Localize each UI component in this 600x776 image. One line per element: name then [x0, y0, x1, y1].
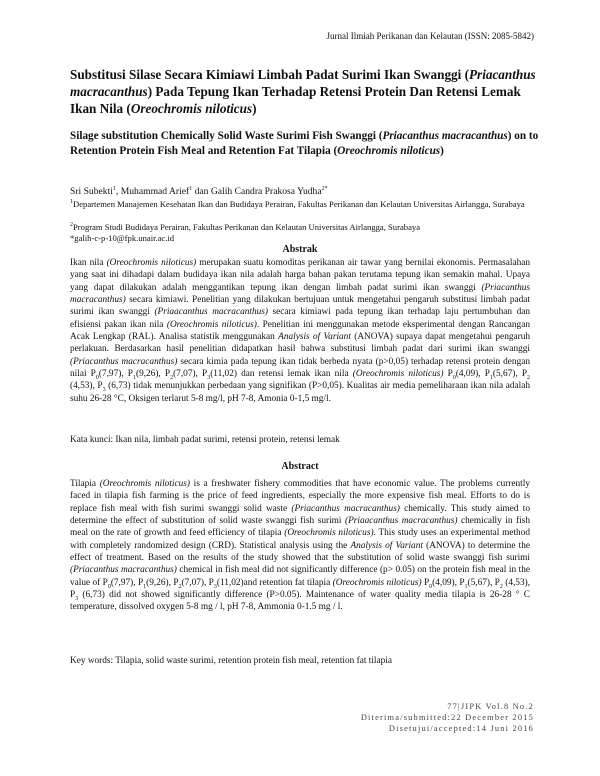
abstract-body: Tilapia (Oreochromis niloticus) is a freshwater fishery commodities that have economic value. The problems currently faced in tilapia fish farming is the price of feed ingredients, especially the more expensive fish meal. Efforts to do is replace fish meal with fish surimi swanggi solid waste (Priacanthus macracanthus) chemically. This study aimed to determine the effect of substitution of solid waste swanggi fish surimi (Priaacanthus macracanthus) chemically in fish meal on the rate of growth and feed efficiency of tilapia (Oreochromis niloticus). This study uses an experimental method with completely randomized design (CRD). Statistical analysis using the Analysis of Variant (ANOVA) to determine the effect of treatment. Based on the results of the study showed that the substitution of solid waste swanggi fish surimi (Priacanthus macracanthus) chemical in fish meal did not significantly difference (p> 0.05) on the protein fish meal in the value of $P_0(7,97)$, $P_1(9,26)$, $P_2(7,07)$, $P_3(11,02)and$ retention fat tilapia (Oreochromis niloticus) $P_0(4,09)$, $P_1(5,67)$, $P_2$ (4,53), $P_3$ (6,73) did not showed significantly difference (P>0.05). Maintenance of water quality media tilapia is 26-28 ° C temperature, dissolved oxygen 5-8 mg / l, pH 7-8, Ammonia 0-1.5 mg / l.	[70, 479, 531, 613]
abstrak-body: Ikan nila (Oreochromis niloticus) merupakan suatu komoditas perikanan air tawar yang bernilai ekonomis. Permasalahan yang saat ini dihadapi dalam budidaya ikan nila adalah harga bahan pakan terutama tepung ikan semakin mahal. Upaya yang dapat dilakukan adalah menggantikan tepung ikan dengan limbah padat surimi ikan swanggi (Priacanthus macracanthus) secara kimiawi. Penelitian yang dilakukan bertujuan untuk mengetahui pengaruh substitusi limbah padat surimi ikan swanggi (Priaacanthus macracanthus) secara kimiawi pada tepung ikan terhadap laju pertumbuhan dan efisiensi pakan ikan nila (Oreochromis niloticus). Penelitian ini menggunakan metode eksperimental dengan Rancangan Acak Lengkap (RAL). Analisa statistik menggunakan Analysis of Variant (ANOVA) supaya dapat mengetahui pengaruh perlakuan. Berdasarkan hasil penelitian didapatkan hasil bahwa substitusi limbah padat dari surimi ikan swanggi (Priacanthus macracanthus) secara kimia pada tepung ikan tidak berbeda nyata (p>0,05) terhadap retensi protein dengan nilai $P_0(7,97)$, $P_1(9,26)$, $P_2(7,07)$, $P_3(11,02)$ dan retensi lemak ikan nila (Oreochromis niloticus) $P_0(4,09)$, $P_1(5,67)$, $P_2$ (4,53), $P_3$ (6,73) tidak menunjukkan perbedaan yang signifikan (P>0,05). Kualitas air media pemeliharaan ikan nila adalah suhu 26-28 °C, Oksigen terlarut 5-8 mg/l, pH 7-8, Amonia 0-1,5 mg/l.	[70, 258, 531, 404]
corresponding-email: *galih-c-p-10@fpk.unair.ac.id	[70, 233, 175, 243]
kata-kunci: Kata kunci: Ikan nila, limbah padat surimi, retensi protein, retensi lemak	[70, 435, 340, 445]
affiliation-2: $^2$Program Studi Budidaya Perairan, Fakultas Perikanan dan Kelautan Universitas Airlangga, Surabaya	[70, 222, 421, 232]
key-words: Key words: Tilapia, solid waste surimi, retention protein fish meal, retention fat tilapia	[70, 656, 392, 666]
footer-page-info: 77|JIPK Vol.8 No.2	[447, 702, 534, 711]
author-list: Sri Subekti$^1$, Muhammad Arief$^1$ dan Galih Candra Prakosa Yudha$^{2*}$	[70, 185, 328, 197]
title-indonesian: Substitusi Silase Secara Kimiawi Limbah Padat Surimi Ikan Swanggi (Priacanthus macracanthus) Pada Tepung Ikan Terhadap Retensi Protein Dan Retensi Lemak Ikan Nila (Oreochromis niloticus)	[70, 67, 536, 116]
journal-header: Jurnal Ilmiah Perikanan dan Kelautan (ISSN: 2085-5842)	[326, 31, 534, 41]
footer-accepted: Disetujui/accepted:14 Juni 2016	[388, 724, 534, 733]
affiliation-1: $^1$Departemen Manajemen Kesehatan Ikan dan Budidaya Perairan, Fakultas Perikanan dan Kelautan Universitas Airlangga, Surabaya	[70, 199, 525, 209]
abstrak-heading: Abstrak	[282, 244, 318, 255]
title-english: Silage substitution Chemically Solid Waste Surimi Fish Swanggi (Priacanthus macracanthus) on to Retention Protein Fish Meal and Retention Fat Tilapia (Oreochromis niloticus)	[70, 130, 539, 157]
abstract-heading: Abstract	[281, 461, 319, 472]
footer-submitted: Diterima/submitted:22 December 2015	[360, 713, 534, 722]
